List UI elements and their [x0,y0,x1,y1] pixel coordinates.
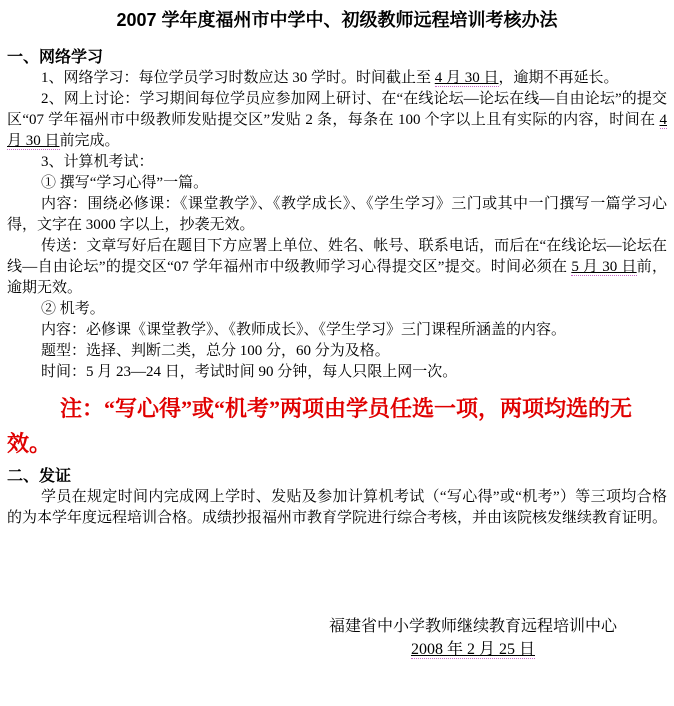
underlined-date: 4 月 30 日 [434,70,499,86]
paragraph [7,152,667,173]
paragraph [7,341,667,362]
paragraph [7,173,667,194]
text-run: 3、计算机考试： [41,154,154,170]
text-run: ① 撰写“学习心得”一篇。 [41,175,209,191]
paragraph [7,391,667,461]
signature-date-line [329,638,617,661]
paragraph [7,299,667,320]
text-run: 1、网络学习：每位学员学习时数应达 30 学时。时间截止至 [41,70,435,86]
signature-org: 福建省中小学教师继续教育远程培训中心 [328,618,617,635]
section-2-body [7,487,667,529]
underlined-date: 4 月 30 日 [7,112,667,149]
text-run: 题型：选择、判断二类，总分 100 分，60 分为及格。 [41,343,390,359]
text-run: 内容：围绕必修课：《课堂教学》、《教学成长》、《学生学习》三门或其中一门撰写一篇学习心得，文字在 3000 字以上，抄袭无效。 [7,196,667,233]
section-2-heading: 二、发证 [7,468,72,485]
paragraph [7,194,667,236]
text-run: 时间：5 月 23—24 日，考试时间 90 分钟，每人只限上网一次。 [41,364,458,380]
document-title: 2007 学年度福州市中学中、初级教师远程培训考核办法 [116,10,558,30]
paragraph [7,320,667,341]
note-block [7,391,667,461]
text-run: 前完成。 [59,133,120,149]
paragraph [7,362,667,383]
text-run: 2、网上讨论：学习期间每位学员应参加网上研讨、在“在线论坛—论坛在线—自由论坛”的提交区“07 学年福州市中级教师发贴提交区”发贴 2 条，每条在 100 个字以上且有实际的内容，时间在 [7,91,667,128]
paragraph [7,89,667,152]
text-run: 传送：文章写好后在题目下方应署上单位、姓名、帐号、联系电话，而后在“在线论坛—论坛在线—自由论坛”的提交区“07 学年福州市中级教师学习心得提交区”提交。时间必须在 [7,238,667,275]
paragraph [7,487,667,529]
signature-date-underlined: 2008 年 2 月 25 日 [410,641,535,658]
paragraph [7,236,667,299]
text-run: 前，逾期无效。 [7,259,667,296]
text-run: 内容：必修课《课堂教学》、《教师成长》、《学生学习》三门课程所涵盖的内容。 [41,322,567,338]
paragraph [7,68,667,89]
section-1-heading: 一、网络学习 [7,49,104,66]
text-run: 学员在规定时间内完成网上学时、发贴及参加计算机考试（“写心得”或“机考”）等三项均合格的为本学年度远程培训合格。成绩抄报福州市教育学院进行综合考核，并由该院核发继续教育证明。 [7,489,668,526]
underlined-date: 5 月 30 日 [571,259,637,275]
text-run: ，逾期不再延长。 [498,70,619,86]
text-run: 注：“写心得”或“机考”两项由学员任选一项，两项均选的无效。 [7,396,633,456]
text-run: ② 机考。 [41,301,105,317]
section-1-body [7,68,667,383]
signature-block [329,615,617,661]
